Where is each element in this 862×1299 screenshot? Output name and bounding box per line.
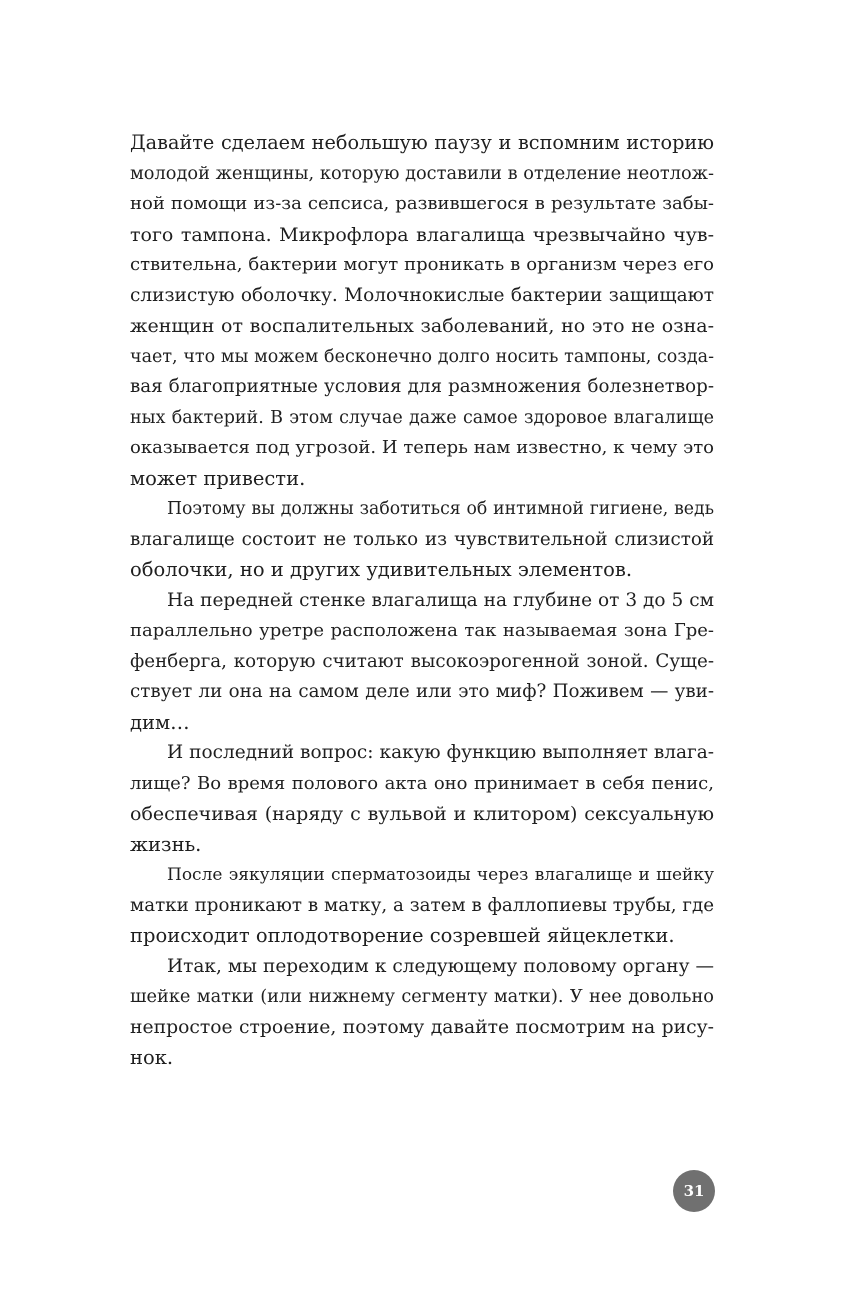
text-line: На передней стенке влагалища на глубине от 3 до 5 см [167,589,714,611]
text-line: непростое строение, поэтому давайте посмотрим на рису- [130,1016,714,1038]
page-body [130,128,714,1074]
text-line: дим… [130,710,190,734]
text-line: молодой женщины, которую доставили в отделение неотлож- [130,163,714,184]
text-line: лище? Во время полового акта оно принимает в себя пенис, [130,772,714,794]
text-line: вая благоприятные условия для размножения болезнетвор- [130,376,714,397]
paragraph-2 [130,494,714,586]
text-line: ных бактерий. В этом случае даже самое здоровое влагалище [130,407,714,428]
text-line: Давайте сделаем небольшую паузу и вспомним историю [130,131,714,154]
paragraph-6 [130,952,714,1074]
text-line: И последний вопрос: какую функцию выполняет влага- [167,742,714,763]
text-line: влагалище состоит не только из чувствительной слизистой [130,528,714,550]
text-line: параллельно уретре расположена так называемая зона Гре- [130,620,714,641]
text-line: слизистую оболочку. Молочнокислые бактерии защищают [130,284,714,306]
text-line: того тампона. Микрофлора влагалища чрезвычайно чув- [130,223,714,246]
text-line: После эякуляции сперматозоиды через влагалище и шейку [167,865,714,885]
text-line: матки проникают в матку, а затем в фаллопиевы трубы, где [130,894,714,916]
paragraph-4 [130,738,714,860]
text-line: Поэтому вы должны заботиться об интимной гигиене, ведь [167,499,714,519]
text-line: оказывается под угрозой. И теперь нам известно, к чему это [130,437,714,458]
text-line: шейке матки (или нижнему сегменту матки). У нее довольно [130,987,714,1007]
paragraph-5 [130,860,714,952]
paragraph-3 [130,586,714,739]
text-line: фенберга, которую считают высокоэрогенной зоной. Суще- [130,650,714,672]
text-line: обеспечивая (наряду с вульвой и клитором) сексуальную [130,803,714,825]
text-line: ствует ли она на самом деле или это миф? Поживем — уви- [130,681,714,702]
text-line: жизнь. [130,832,202,856]
text-line: оболочки, но и других удивительных элементов. [130,558,633,581]
paragraph-1 [130,128,714,494]
page-number: 31 [673,1170,715,1212]
text-line: может привести. [130,466,306,490]
text-line: чает, что мы можем бесконечно долго носить тампоны, созда- [130,346,714,367]
text-line: происходит оплодотворение созревшей яйцеклетки. [130,924,675,947]
text-line: ной помощи из-за сепсиса, развившегося в результате забы- [130,193,714,214]
text-line: женщин от воспалительных заболеваний, но это не озна- [130,315,714,337]
text-line: нок. [130,1046,174,1069]
text-line: ствительна, бактерии могут проникать в организм через его [130,254,714,275]
text-line: Итак, мы переходим к следующему половому органу — [167,955,714,977]
